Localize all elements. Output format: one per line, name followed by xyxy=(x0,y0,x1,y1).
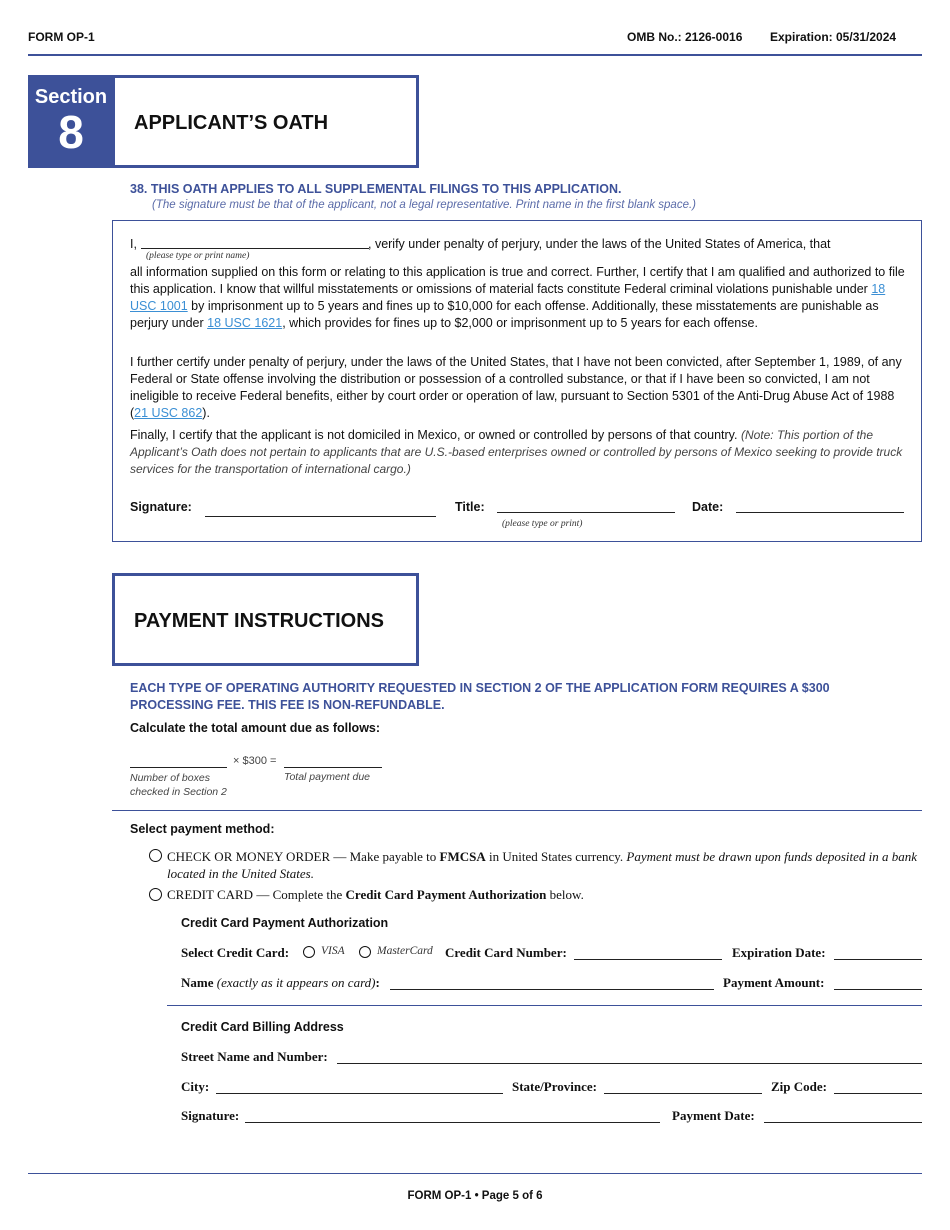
section-badge xyxy=(28,75,114,168)
oath-paragraph-3: Finally, I certify that the applicant is not domiciled in Mexico, or owned or controlled by persons of that country. (Note: This portion of the Applicant’s Oath does not pertain to applicants that are U.S.-based enterprises owned or controlled by persons of Mexico seeking to provide truck services for the transportation of international cargo.) xyxy=(130,428,903,476)
omb-number: OMB No.: 2126-0016 xyxy=(627,30,743,44)
cc-auth-title: Credit Card Payment Authorization xyxy=(181,916,389,930)
oath-title-label: Title: xyxy=(455,500,485,514)
street-line[interactable] xyxy=(337,1063,922,1064)
payment-divider xyxy=(112,810,922,811)
billing-title: Credit Card Billing Address xyxy=(181,1020,344,1034)
oath-paragraph-1: all information supplied on this form or relating to this application is true and correct. Further, I certify that I am qualified and authorized to file this application. I know that willful misstatements or omissions of material facts constitute Federal criminal violations punishable under 18 USC 1001 by imprisonment up to 5 years and fines up to $10,000 for each offense. Additionally, these misstatements are punishable as perjury under 18 USC 1621, which provides for fines up to $2,000 or imprisonment up to 5 years for each offense. xyxy=(130,265,905,330)
section-number: 8 xyxy=(58,106,84,158)
oath-signature-label: Signature: xyxy=(130,500,192,514)
link-18-usc-1001[interactable]: 18 USC 1001 xyxy=(130,282,886,313)
state-line[interactable] xyxy=(604,1093,762,1094)
credit-card-radio[interactable] xyxy=(149,888,162,901)
section-title: APPLICANT’S OATH xyxy=(134,112,329,134)
street-label: Street Name and Number: xyxy=(181,1049,328,1064)
payment-amount-label: Payment Amount: xyxy=(723,975,825,990)
zip-line[interactable] xyxy=(834,1093,922,1094)
oath-verify-text: , verify under penalty of perjury, under the laws of the United States of America, that xyxy=(368,237,831,251)
calc-label: Calculate the total amount due as follows: xyxy=(130,721,381,735)
oath-box xyxy=(112,220,922,542)
total-hint: Total payment due xyxy=(284,771,371,783)
fee-multiplier: × $300 = xyxy=(233,755,277,767)
oath-paragraph-2: I further certify under penalty of perjury, under the laws of the United States, that I have not been convicted, after September 1, 1989, of any Federal or State offense involving the distribution or possession of a controlled substance, or that if I have been so convicted, I am not ineligible to receive Federal benefits, either by court order or operation of law, pursuant to Section 5301 of the Anti-Drug Abuse Act of 1988 (21 USC 862). xyxy=(130,355,902,420)
link-18-usc-1621[interactable]: 18 USC 1621 xyxy=(207,316,283,330)
boxes-hint: Number of boxes checked in Section 2 xyxy=(130,772,227,798)
select-card-label: Select Credit Card: xyxy=(181,945,290,960)
form-id: FORM OP-1 xyxy=(28,30,95,44)
zip-label: Zip Code: xyxy=(771,1079,827,1094)
oath-date-line[interactable] xyxy=(736,512,904,513)
method-label: Select payment method: xyxy=(130,822,275,836)
oath-signature-line[interactable] xyxy=(205,516,436,517)
link-21-usc-862[interactable]: 21 USC 862 xyxy=(134,406,203,420)
section-label: Section xyxy=(34,86,108,108)
total-due-line[interactable] xyxy=(284,767,382,768)
fee-notice: EACH TYPE OF OPERATING AUTHORITY REQUESTED IN SECTION 2 OF THE APPLICATION FORM REQUIRES A $300 PROCESSING FEE. THIS FEE IS NON-REFUNDABLE. xyxy=(130,681,830,712)
oath-item-note: (The signature must be that of the applicant, not a legal representative. Print name in the first blank space.) xyxy=(152,199,696,211)
city-label: City: xyxy=(181,1079,210,1094)
cc-signature-label: Signature: xyxy=(181,1108,240,1123)
city-line[interactable] xyxy=(216,1093,503,1094)
payment-date-label: Payment Date: xyxy=(672,1108,755,1123)
payment-title-box xyxy=(112,573,419,666)
expiration-header: Expiration: 05/31/2024 xyxy=(770,30,897,44)
payment-date-line[interactable] xyxy=(764,1122,922,1123)
state-label: State/Province: xyxy=(512,1079,597,1094)
mastercard-label: MasterCard xyxy=(377,945,433,957)
cc-divider xyxy=(167,1005,922,1006)
boxes-count-line[interactable] xyxy=(130,767,227,768)
visa-label: VISA xyxy=(321,945,345,957)
mastercard-radio[interactable] xyxy=(359,946,371,958)
oath-name-hint: (please type or print name) xyxy=(146,251,250,261)
payment-title: PAYMENT INSTRUCTIONS xyxy=(134,610,385,632)
card-number-line[interactable] xyxy=(574,959,722,960)
footer-page: FORM OP-1 • Page 5 of 6 xyxy=(407,1190,543,1202)
visa-radio[interactable] xyxy=(303,946,315,958)
oath-item-title: 38. THIS OATH APPLIES TO ALL SUPPLEMENTAL FILINGS TO THIS APPLICATION. xyxy=(130,182,622,196)
expiration-line[interactable] xyxy=(834,959,922,960)
check-radio[interactable] xyxy=(149,849,162,862)
cardholder-name-line[interactable] xyxy=(390,989,714,990)
card-number-label: Credit Card Number: xyxy=(445,945,567,960)
payment-amount-line[interactable] xyxy=(834,989,922,990)
oath-name-line[interactable] xyxy=(141,248,369,249)
credit-card-option-text: CREDIT CARD — Complete the Credit Card Payment Authorization below. xyxy=(167,887,584,902)
check-option-text: CHECK OR MONEY ORDER — Make payable to FMCSA in United States currency. Payment must be drawn upon funds deposited in a bank located in the United States. xyxy=(167,849,918,881)
cc-signature-line[interactable] xyxy=(245,1122,660,1123)
oath-i-label: I, xyxy=(130,237,137,251)
oath-title-hint: (please type or print) xyxy=(502,519,583,529)
footer-rule xyxy=(28,1173,922,1174)
oath-title-line[interactable] xyxy=(497,512,675,513)
expiration-label: Expiration Date: xyxy=(732,945,826,960)
oath-date-label: Date: xyxy=(692,500,724,514)
cardholder-name-label: Name (exactly as it appears on card): xyxy=(181,975,380,990)
header-rule xyxy=(28,54,922,56)
section-title-box xyxy=(112,75,419,168)
